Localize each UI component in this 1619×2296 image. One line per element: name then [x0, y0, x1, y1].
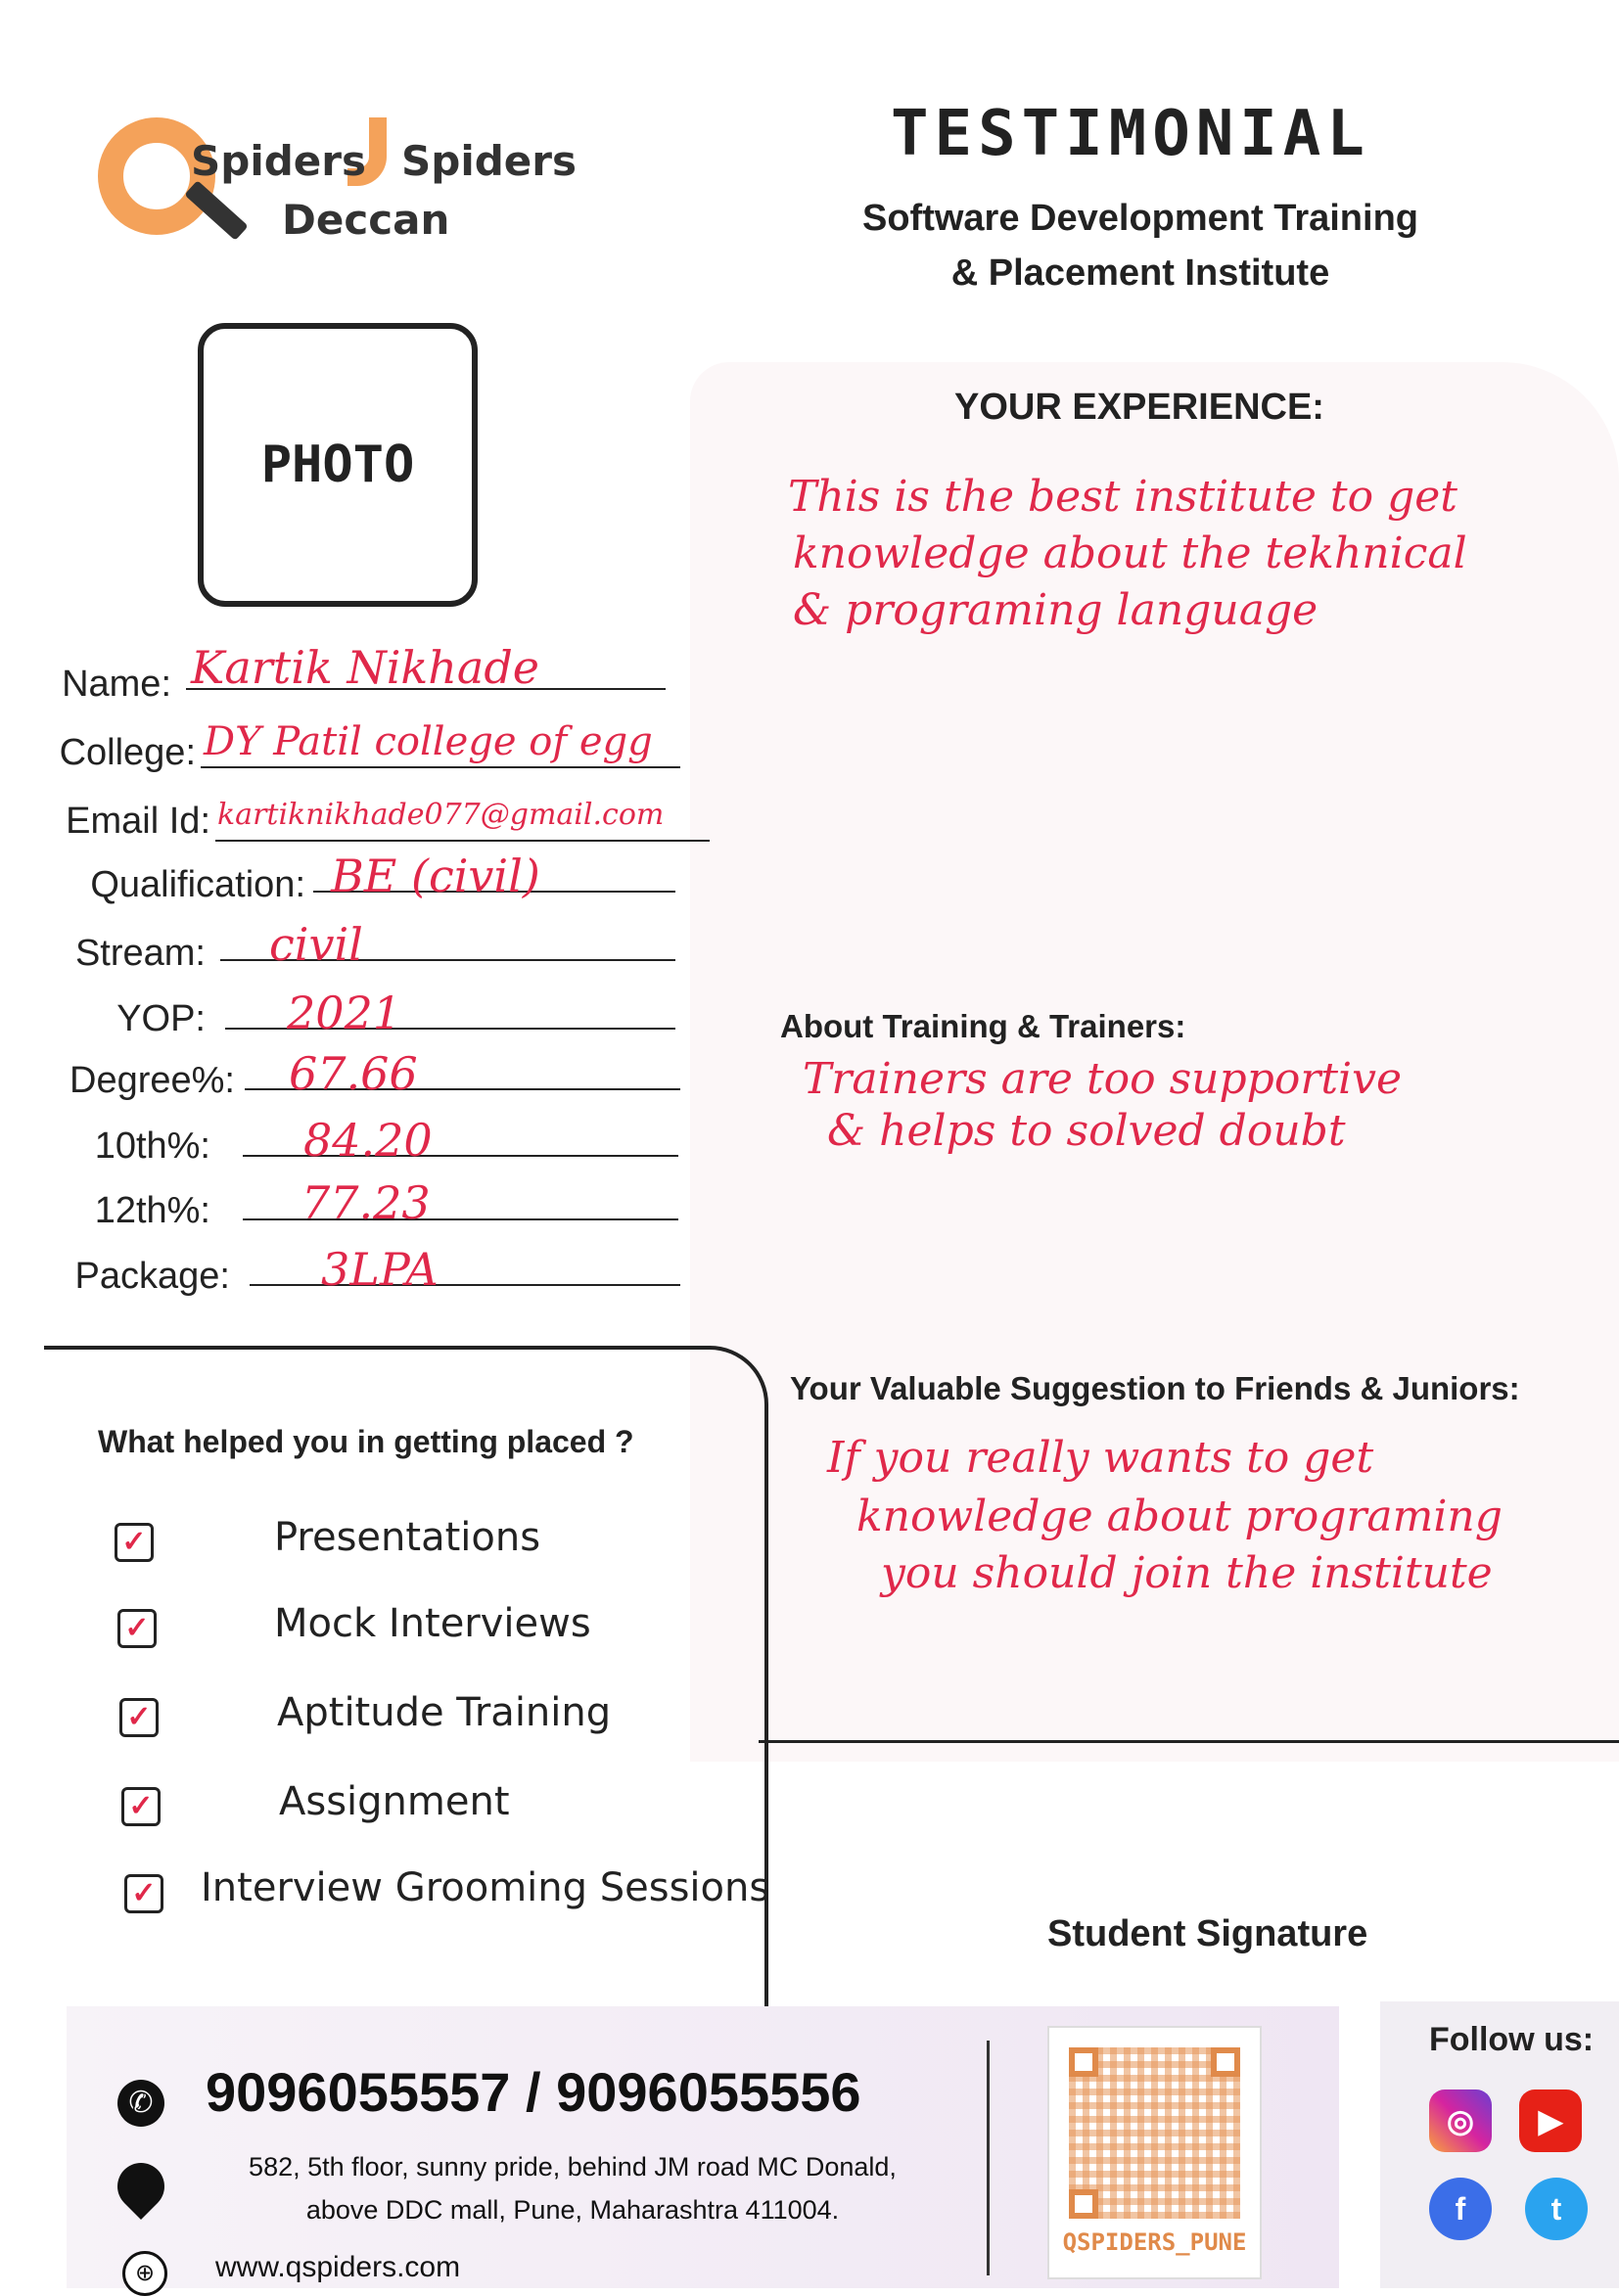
- footer-separator: [987, 2041, 990, 2275]
- checklist-item-assignment: Assignment: [279, 1779, 510, 1824]
- instagram-icon[interactable]: ◎: [1429, 2089, 1492, 2152]
- qr-corner-top-left: [1069, 2047, 1098, 2077]
- experience-heading: YOUR EXPERIENCE:: [954, 387, 1324, 428]
- logo-right-word: Spiders: [401, 137, 577, 185]
- experience-line-2: knowledge about the tekhnical: [793, 528, 1467, 578]
- checkbox-presentations[interactable]: ✓: [115, 1523, 154, 1562]
- qr-corner-bottom-left: [1069, 2189, 1098, 2219]
- email-underline: [215, 840, 710, 842]
- youtube-icon[interactable]: ▶: [1519, 2089, 1582, 2152]
- checklist-item-interview-grooming: Interview Grooming Sessions: [201, 1865, 770, 1910]
- suggestion-line-2: knowledge about programing: [856, 1492, 1503, 1541]
- training-heading: About Training & Trainers:: [780, 1008, 1186, 1044]
- facebook-icon[interactable]: f: [1429, 2178, 1492, 2240]
- stream-value: civil: [269, 918, 363, 971]
- degree-value: 67.66: [289, 1047, 418, 1100]
- degree-label: Degree%:: [69, 1060, 235, 1101]
- address-line-1: 582, 5th floor, sunny pride, behind JM road MC Donald,: [249, 2152, 897, 2181]
- subtitle-line-1: Software Development Training: [862, 198, 1418, 239]
- training-line-1: Trainers are too supportive: [803, 1054, 1403, 1104]
- qr-label: QSPIDERS_PUNE: [1062, 2228, 1247, 2256]
- training-line-2: & helps to solved doubt: [827, 1106, 1346, 1156]
- checkbox-aptitude-training[interactable]: ✓: [119, 1698, 159, 1737]
- name-value: Kartik Nikhade: [191, 641, 540, 694]
- checklist-heading: What helped you in getting placed ?: [98, 1424, 634, 1459]
- globe-icon: ⊕: [122, 2251, 167, 2296]
- qualification-label: Qualification:: [90, 864, 305, 905]
- page-subtitle: [812, 191, 1468, 300]
- checklist-item-presentations: Presentations: [274, 1515, 541, 1560]
- checkbox-assignment[interactable]: ✓: [121, 1787, 161, 1826]
- suggestion-heading: Your Valuable Suggestion to Friends & Juniors:: [790, 1370, 1520, 1406]
- follow-us-title: Follow us:: [1429, 2021, 1595, 2058]
- yop-label: YOP:: [116, 998, 206, 1039]
- college-value: DY Patil college of egg: [204, 719, 653, 764]
- photo-label: PHOTO: [260, 436, 415, 494]
- twelfth-label: 12th%:: [94, 1190, 210, 1231]
- package-underline: [250, 1284, 680, 1286]
- checkbox-mock-interviews[interactable]: ✓: [117, 1609, 157, 1648]
- qr-corner-top-right: [1211, 2047, 1240, 2077]
- stream-label: Stream:: [74, 933, 206, 974]
- qualification-value: BE (civil): [331, 850, 540, 902]
- address-line-2: above DDC mall, Pune, Maharashtra 411004.: [305, 2195, 840, 2225]
- twitter-icon[interactable]: t: [1525, 2178, 1588, 2240]
- email-label: Email Id:: [66, 801, 210, 842]
- experience-line-3: & programing language: [793, 585, 1318, 635]
- college-label: College:: [59, 732, 196, 773]
- photo-box: [198, 323, 478, 607]
- tenth-value: 84.20: [303, 1114, 433, 1167]
- twelfth-value: 77.23: [301, 1176, 431, 1229]
- package-label: Package:: [74, 1256, 230, 1297]
- qr-code[interactable]: [1047, 2026, 1262, 2279]
- phone-icon: ✆: [117, 2080, 164, 2127]
- yop-value: 2021: [287, 987, 402, 1039]
- tenth-label: 10th%:: [94, 1125, 210, 1167]
- page-title: TESTIMONIAL: [891, 98, 1370, 170]
- checklist-item-mock-interviews: Mock Interviews: [274, 1601, 591, 1646]
- checkbox-interview-grooming[interactable]: ✓: [124, 1874, 163, 1913]
- name-label: Name:: [62, 664, 171, 705]
- student-signature-label: Student Signature: [1047, 1913, 1368, 1954]
- suggestion-line-1: If you really wants to get: [827, 1433, 1374, 1483]
- footer-address: [210, 2145, 935, 2231]
- footer-phone[interactable]: 9096055557 / 9096055556: [206, 2061, 861, 2123]
- subtitle-line-2: & Placement Institute: [950, 253, 1330, 294]
- college-underline: [201, 766, 680, 768]
- logo-bottom-word: Deccan: [282, 196, 450, 244]
- suggestion-line-3: you should join the institute: [881, 1548, 1493, 1598]
- package-value: 3LPA: [321, 1243, 439, 1296]
- experience-line-1: This is the best institute to get: [788, 472, 1457, 522]
- checklist-item-aptitude-training: Aptitude Training: [277, 1690, 612, 1735]
- signature-divider: [759, 1740, 1619, 1743]
- logo-left-word: Spiders: [191, 137, 366, 185]
- email-value: kartiknikhade077@gmail.com: [217, 798, 665, 832]
- footer-website[interactable]: www.qspiders.com: [215, 2251, 461, 2283]
